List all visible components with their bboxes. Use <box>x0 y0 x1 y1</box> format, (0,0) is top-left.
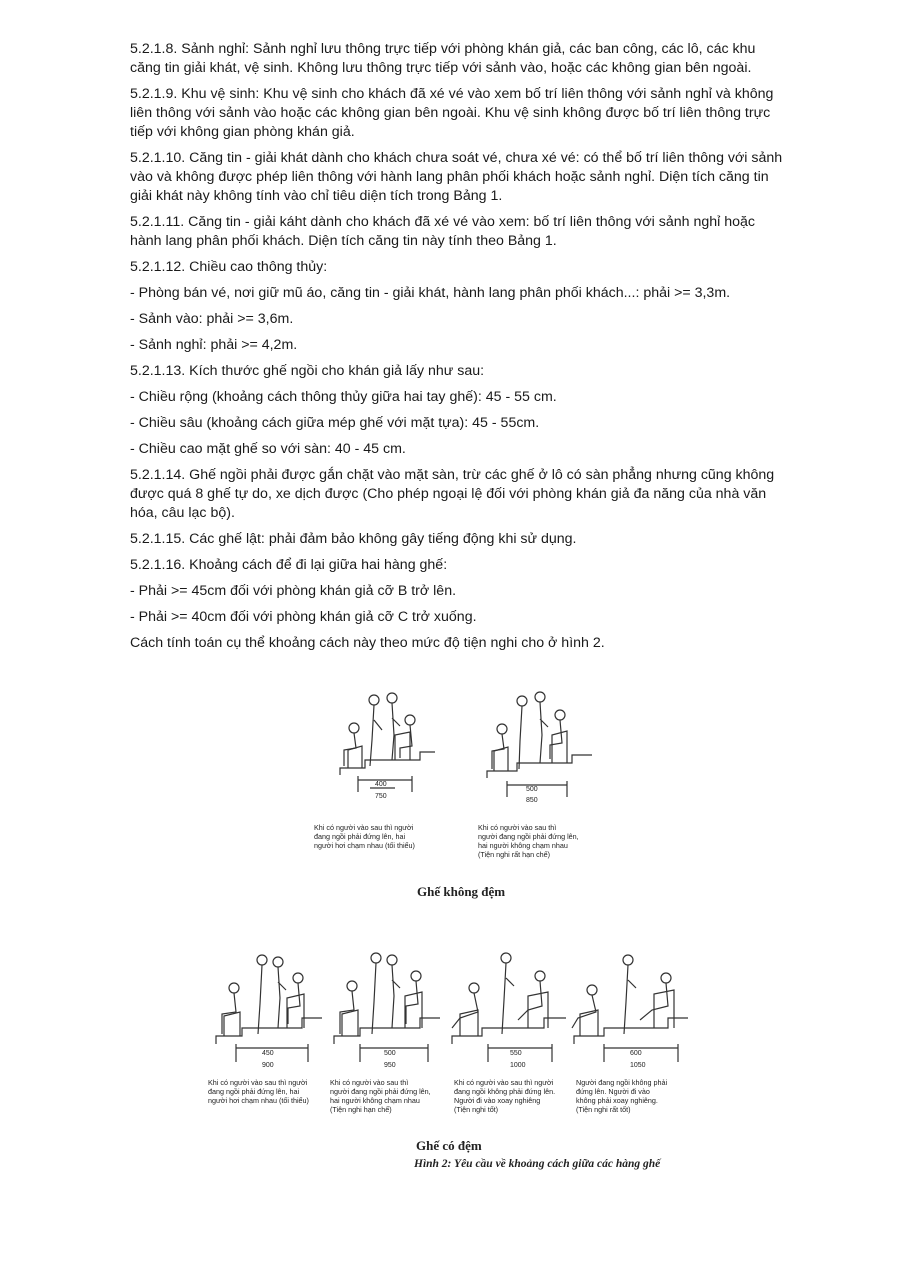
paragraph: 5.2.1.10. Căng tin - giải khát dành cho khách chưa soát vé, chưa xé vé: có thể bố trí liên thông với sảnh vào và không được phép liên thông với hành lang phân phối khách hoặc sảnh nghỉ. Diện tích căng tin giải khát này không tính vào chỉ tiêu diện tích trong Bảng 1. <box>130 150 783 204</box>
dim-outer: 1050 <box>630 1062 646 1069</box>
seat-diagram-bottom-2 <box>330 948 450 1114</box>
paragraph: - Sảnh vào: phải >= 3,6m. <box>130 311 294 327</box>
paragraph: 5.2.1.12. Chiều cao thông thủy: <box>130 259 328 275</box>
dim-inner: 550 <box>510 1050 522 1057</box>
paragraph: 5.2.1.13. Kích thước ghế ngồi cho khán giả lấy như sau: <box>130 363 485 379</box>
dim-outer: 950 <box>384 1062 396 1069</box>
paragraph: - Phải >= 45cm đối với phòng khán giả cỡ B trở lên. <box>130 583 457 599</box>
paragraph: Cách tính toán cụ thể khoảng cách này theo mức độ tiện nghi cho ở hình 2. <box>130 635 605 651</box>
paragraph: 5.2.1.9. Khu vệ sinh: Khu vệ sinh cho khách đã xé vé vào xem bố trí liên thông với sảnh nghỉ và không liên thông với sảnh vào hoặc các không gian bên ngoài. Khu vệ sinh không được bố trí liên thông trực tiếp với không gian phòng khán giả. <box>130 86 774 140</box>
seat-diagram-bottom-1 <box>208 948 332 1105</box>
paragraph: - Phòng bán vé, nơi giữ mũ áo, căng tin - giải khát, hành lang phân phối khách...: phải >= 3,3m. <box>130 285 731 301</box>
paragraph: 5.2.1.8. Sảnh nghỉ: Sảnh nghỉ lưu thông trực tiếp với phòng khán giả, các ban công, các lô, các khu căng tin giải khát, vệ sinh. Không lưu thông trực tiếp với sảnh vào, hoặc các không gian bên ngoài. <box>130 41 756 76</box>
figure-caption: Hình 2: Yêu cầu về khoảng cách giữa các hàng ghế <box>414 1158 661 1170</box>
diagram-caption: Người đang ngồi không phải đứng lên. Người đi vào không phải xoay nghiêng. (Tiện nghi rất tốt) <box>576 1078 668 1114</box>
diagram-caption: Khi có người vào sau thì người đang ngồi phải đứng lên, hai người hơi chạm nhau (tối thiểu) <box>208 1078 309 1105</box>
dim-inner: 500 <box>526 786 538 793</box>
diagram-caption: Khi có người vào sau thì người đang ngồi phải đứng lên, hai người không chạm nhau (Tiện nghi rất hạn chế) <box>478 823 579 859</box>
paragraph: - Chiều rộng (khoảng cách thông thủy giữa hai tay ghế): 45 - 55 cm. <box>130 389 557 405</box>
dim-inner: 500 <box>384 1050 396 1057</box>
paragraph: - Chiều cao mặt ghế so với sàn: 40 - 45 cm. <box>130 441 406 457</box>
seat-diagram-top-2 <box>472 683 632 859</box>
paragraph: 5.2.1.15. Các ghế lật: phải đảm bảo không gây tiếng động khi sử dụng. <box>130 531 577 547</box>
dim-outer: 900 <box>262 1062 274 1069</box>
seat-diagram-top-1 <box>300 680 460 850</box>
paragraph: - Sảnh nghỉ: phải >= 4,2m. <box>130 337 298 353</box>
group-title-cushion: Ghế có đệm <box>416 1138 482 1153</box>
dim-inner: 450 <box>262 1050 274 1057</box>
diagram-caption: Khi có người vào sau thì người đang ngồi phải đứng lên, hai người hơi chạm nhau (tối thiểu) <box>314 823 415 850</box>
seat-diagram-bottom-3 <box>448 948 573 1114</box>
paragraph: 5.2.1.14. Ghế ngồi phải được gắn chặt vào mặt sàn, trừ các ghế ở lô có sàn phẳng nhưng cũng không được quá 8 ghế tự do, xe dịch được (Cho phép ngoại lệ đối với phòng khán giả đa năng của nhà văn hóa, câu lạc bộ). <box>130 467 775 521</box>
dim-outer: 1000 <box>510 1062 526 1069</box>
group-title-no-cushion: Ghế không đệm <box>417 884 506 899</box>
paragraph: 5.2.1.11. Căng tin - giải káht dành cho khách đã xé vé vào xem: bố trí liên thông với sảnh nghỉ hoặc hành lang phân phối khách. Diện tích căng tin này tính theo Bảng 1. <box>130 214 756 249</box>
diagram-caption: Khi có người vào sau thì người đang ngồi phải đứng lên, hai người không chạm nhau (Tiện nghi hạn chế) <box>330 1078 431 1114</box>
seat-diagram-bottom-4 <box>570 948 695 1114</box>
diagram-caption: Khi có người vào sau thì người đang ngồi không phải đứng lên. Người đi vào xoay nghiêng (Tiện nghi tốt) <box>454 1078 556 1114</box>
dim-inner: 600 <box>630 1050 642 1057</box>
paragraph: - Phải >= 40cm đối với phòng khán giả cỡ C trở xuống. <box>130 609 477 625</box>
paragraph: 5.2.1.16. Khoảng cách để đi lại giữa hai hàng ghế: <box>130 557 448 573</box>
dim-inner: 400 <box>375 781 387 788</box>
paragraph: - Chiều sâu (khoảng cách giữa mép ghế với mặt tựa): 45 - 55cm. <box>130 415 540 431</box>
dim-outer: 750 <box>375 793 387 800</box>
document-body <box>130 40 790 660</box>
dim-outer: 850 <box>526 797 538 804</box>
